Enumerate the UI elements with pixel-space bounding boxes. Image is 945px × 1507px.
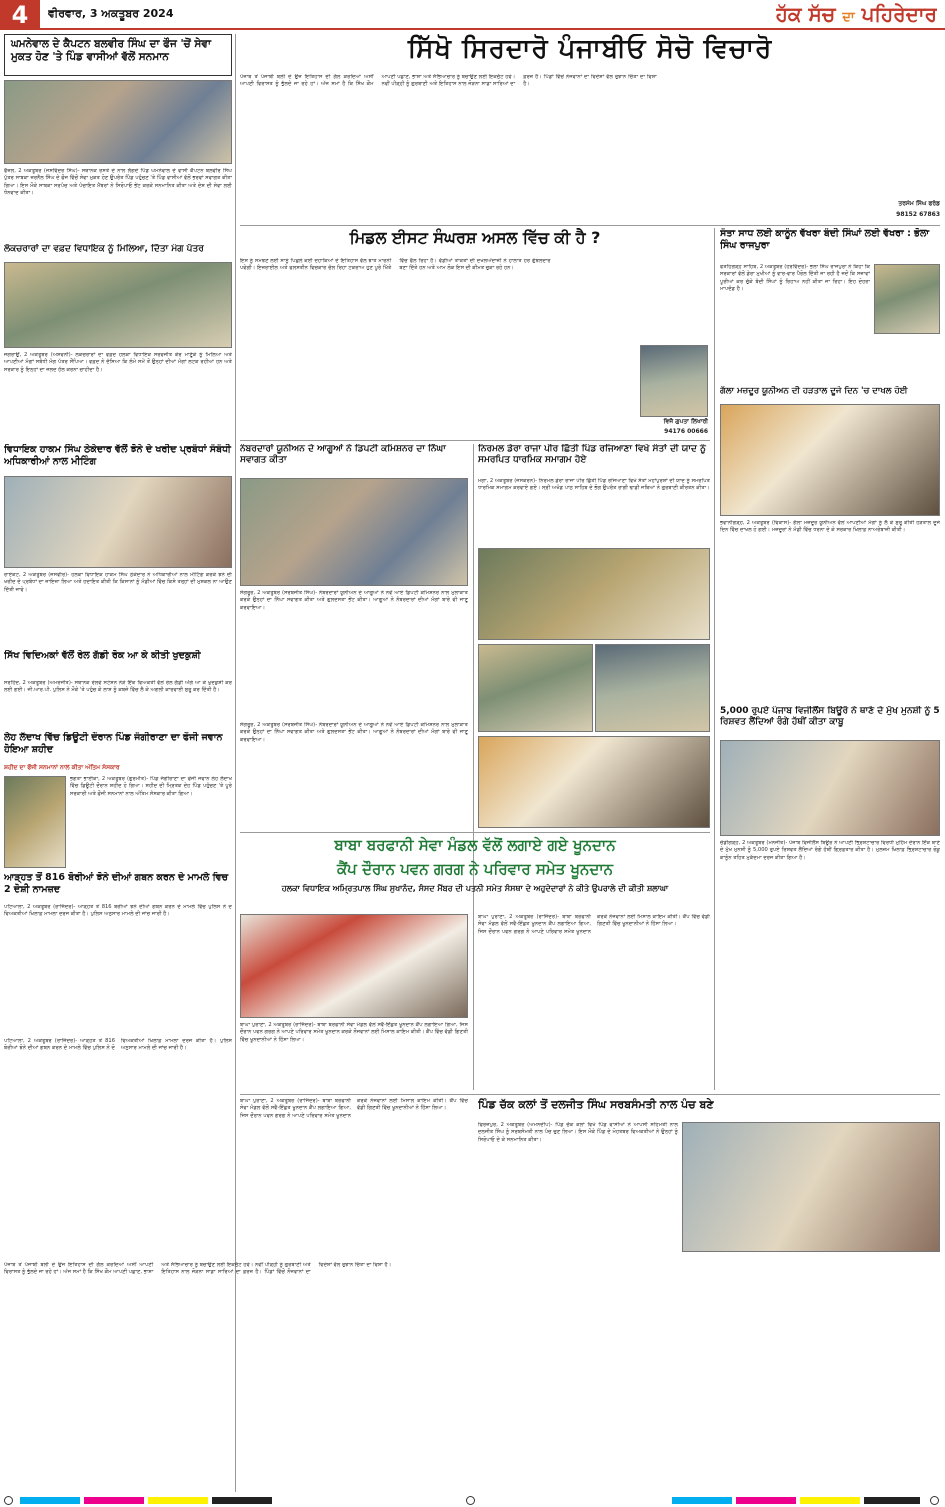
- headline-blood-camp-1: ਬਾਬਾ ਬਰਫਾਨੀ ਸੇਵਾ ਮੰਡਲ ਵੱਲੋਂ ਲਗਾਏ ਗਏ ਖੂਨਦਾਨ: [334, 836, 616, 854]
- photo-blood-camp: [240, 914, 468, 1018]
- section-divider: [240, 225, 940, 226]
- headline-bribe: 5,000 ਰੁਪਏ ਪੰਜਾਬ ਵਿਜੀਲੈਂਸ ਬਿਊਰੋ ਨੇ ਥਾਣੇ ਦੇ ਮੁੱਖ ਮੁਨਸ਼ੀ ਨੂੰ 5 ਰਿਸ਼ਵਤ ਲੈਂਦਿਆਂ ਰੰਗੇ ਹੱਥੀਂ ਕੀਤਾ ਕਾਬੂ: [720, 706, 940, 728]
- body-middle-east: ਇਸ ਨੂੰ ਸਮਝਣ ਲਈ ਸਾਨੂੰ ਪਿਛਲੇ ਕਈ ਦਹਾਕਿਆਂ ਦੇ ਇਤਿਹਾਸ ਵੱਲ ਝਾਤ ਮਾਰਨੀ ਪਵੇਗੀ। ਇਜ਼ਰਾਈਲ ਅਤੇ ਫਲਸਤੀਨ ਵਿਚਕਾਰ ਚੱਲ ਰਿਹਾ ਟਕਰਾਅ ਹੁਣ ਪੂਰੇ ਖਿੱਤੇ ਵਿੱਚ ਫੈਲ ਰਿਹਾ ਹੈ। ਵੱਡੀਆਂ ਤਾਕਤਾਂ ਦੀ ਦਖਲਅੰਦਾਜ਼ੀ ਨੇ ਹਾਲਾਤ ਹੋਰ ਗੁੰਝਲਦਾਰ ਬਣਾ ਦਿੱਤੇ ਹਨ ਅਤੇ ਆਮ ਲੋਕ ਇਸ ਦੀ ਕੀਮਤ ਚੁਕਾ ਰਹੇ ਹਨ।: [240, 258, 551, 272]
- body-arhat-cont: ਪਟਿਆਲਾ, 2 ਅਕਤੂਬਰ (ਰਾਜਿੰਦਰ)- ਆੜ੍ਹਤ ਤੋਂ 816 ਬੋਰੀਆਂ ਝੋਨੇ ਦੀਆਂ ਗਬਨ ਕਰਨ ਦੇ ਮਾਮਲੇ ਵਿੱਚ ਪੁਲਿਸ ਨੇ ਦੋ ਵਿਅਕਤੀਆਂ ਖ਼ਿਲਾਫ਼ ਮਾਮਲਾ ਦਰਜ ਕੀਤਾ ਹੈ। ਪੁਲਿਸ ਅਨੁਸਾਰ ਮਾਮਲੇ ਦੀ ਜਾਂਚ ਜਾਰੀ ਹੈ।: [4, 1038, 232, 1052]
- body-sikh-rail: ਸਰਹਿੰਦ, 2 ਅਕਤੂਬਰ (ਅਮਰਜੀਤ)- ਸਥਾਨਕ ਰੇਲਵੇ ਸਟੇਸ਼ਨ ਨੇੜੇ ਇੱਕ ਵਿਅਕਤੀ ਵੱਲੋਂ ਰੇਲ ਗੱਡੀ ਅੱਗੇ ਆ ਕੇ ਖੁਦਕੁਸ਼ੀ ਕਰ ਲਈ ਗਈ। ਜੀ.ਆਰ.ਪੀ. ਪੁਲਿਸ ਨੇ ਮੌਕੇ 'ਤੇ ਪਹੁੰਚ ਕੇ ਲਾਸ਼ ਨੂੰ ਕਬਜ਼ੇ ਵਿੱਚ ਲੈ ਕੇ ਅਗਲੀ ਕਾਰਵਾਈ ਸ਼ੁਰੂ ਕਰ ਦਿੱਤੀ ਹੈ।: [4, 680, 232, 694]
- headline-mla-meet: ਲੋਕਚਰਾਰਾਂ ਦਾ ਵਫ਼ਦ ਵਿਧਾਇਕ ਨੂੰ ਮਿਲਿਆ, ਦਿੱਤਾ ਮੰਗ ਪੱਤਰ: [4, 244, 204, 254]
- headline-arhat: ਆੜ੍ਹਤ ਤੋਂ 816 ਬੋਰੀਆਂ ਝੋਨੇ ਦੀਆਂ ਗਬਨ ਕਰਨ ਦੇ ਮਾਮਲੇ ਵਿਚ 2 ਦੋਸ਼ੀ ਨਾਮਜ਼ਦ: [4, 872, 229, 895]
- headline-blood-camp-2: ਕੈਂਪ ਦੌਰਾਨ ਪਵਨ ਗਰਗ ਨੇ ਪਰਿਵਾਰ ਸਮੇਤ ਖੂਨਦਾਨ: [336, 860, 614, 878]
- body-bribe: ਚੰਡੀਗੜ੍ਹ, 2 ਅਕਤੂਬਰ (ਮਨਜੀਤ)- ਪੰਜਾਬ ਵਿਜੀਲੈਂਸ ਬਿਊਰੋ ਨੇ ਆਪਣੀ ਭ੍ਰਿਸ਼ਟਾਚਾਰ ਵਿਰੋਧੀ ਮੁਹਿੰਮ ਦੌਰਾਨ ਇੱਕ ਥਾਣੇ ਦੇ ਮੁੱਖ ਮੁਨਸ਼ੀ ਨੂੰ 5,000 ਰੁਪਏ ਰਿਸ਼ਵਤ ਲੈਂਦਿਆਂ ਰੰਗੇ ਹੱਥੀਂ ਗ੍ਰਿਫ਼ਤਾਰ ਕੀਤਾ ਹੈ। ਮੁਲਜ਼ਮ ਖ਼ਿਲਾਫ਼ ਭ੍ਰਿਸ਼ਟਾਚਾਰ ਰੋਕੂ ਕਾਨੂੰਨ ਤਹਿਤ ਮੁਕੱਦਮਾ ਦਰਜ ਕੀਤਾ ਗਿਆ ਹੈ।: [720, 840, 940, 861]
- body-sant-sadh: ਫਤਹਿਗੜ੍ਹ ਸਾਹਿਬ, 2 ਅਕਤੂਬਰ (ਹਰਵਿੰਦਰ)- ਭੋਲਾ ਸਿੰਘ ਰਾਜਪੁਰਾ ਨੇ ਕਿਹਾ ਕਿ ਸਰਕਾਰਾਂ ਵੱਲੋਂ ਡੇਰਾ ਮੁਖੀਆਂ ਨੂੰ ਵਾਰ-ਵਾਰ ਪੈਰੋਲ ਦਿੱਤੀ ਜਾ ਰਹੀ ਹੈ ਜਦੋਂ ਕਿ ਸਜ਼ਾਵਾਂ ਪੂਰੀਆਂ ਕਰ ਚੁੱਕੇ ਬੰਦੀ ਸਿੰਘਾਂ ਨੂੰ ਰਿਹਾਅ ਨਹੀਂ ਕੀਤਾ ਜਾ ਰਿਹਾ। ਇਹ ਦੋਹਰਾ ਮਾਪਦੰਡ ਹੈ।: [720, 264, 870, 293]
- photo-chak-kalan: [682, 1122, 940, 1252]
- headline-sikh-rail: ਸਿੱਖ ਵਿਦਿਅਕਾਂ ਵੱਲੋਂ ਰੇਲ ਗੱਡੀ ਰੋਕ ਆ ਕੇ ਕੀਤੀ ਖੁਦਕੁਸ਼ੀ: [4, 650, 201, 661]
- photo-bribe: [720, 740, 940, 836]
- issue-date: ਵੀਰਵਾਰ, 3 ਅਕਤੂਬਰ 2024: [48, 7, 174, 20]
- photo-soldier: [4, 776, 66, 868]
- headline-sant-sadh: ਸੰਤਾ ਸਾਧ ਲਈ ਕਾਨੂੰਨ ਵੱਖਰਾ ਬੰਦੀ ਸਿੰਘਾਂ ਲਈ ਵੱਖਰਾ : ਭੋਲਾ ਸਿੰਘ ਰਾਜਪੁਰਾ: [720, 228, 930, 251]
- headline-chak-kalan: ਪਿੰਡ ਚੱਕ ਕਲਾਂ ਤੋਂ ਦਲਜੀਤ ਸਿੰਘ ਸਰਬਸੰਮਤੀ ਨਾਲ ਪੰਚ ਬਣੇ: [478, 1098, 714, 1111]
- photo-mla-meet: [4, 262, 232, 348]
- body-captain: ਫੈਜ਼ਲ, 2 ਅਕਤੂਬਰ (ਜਸਵਿੰਦਰ ਸਿੰਘ)- ਸਥਾਨਕ ਰਸਤੇ ਦੇ ਨਾਲ ਲੱਗਦੇ ਪਿੰਡ ਘਮਨੇਵਾਲ ਦੇ ਵਾਸੀ ਕੈਪਟਨ ਬਲਵੀਰ ਸਿੰਘ ਪੁੱਤਰ ਸਾਬਕਾ ਜ਼ਰਨੈਲ ਸਿੰਘ ਦੇ ਫੌਜ ਵਿੱਚੋਂ ਸੇਵਾ ਮੁਕਤ ਹੋਣ ਉਪਰੰਤ ਪਿੰਡ ਪਹੁੰਚਣ 'ਤੇ ਪਿੰਡ ਵਾਸੀਆਂ ਵੱਲੋਂ ਭਰਵਾਂ ਸਵਾਗਤ ਕੀਤਾ ਗਿਆ। ਇਸ ਮੌਕੇ ਸਾਬਕਾ ਸਰਪੰਚ ਅਤੇ ਪੰਚਾਇਤ ਮੈਂਬਰਾਂ ਨੇ ਸਿਰੋਪਾਓ ਭੇਂਟ ਕਰਕੇ ਸਨਮਾਨਿਤ ਕੀਤਾ ਅਤੇ ਦੇਸ਼ ਦੀ ਸੇਵਾ ਲਈ ਧੰਨਵਾਦ ਕੀਤਾ।: [4, 168, 232, 197]
- body-arhat: ਪਟਿਆਲਾ, 2 ਅਕਤੂਬਰ (ਰਾਜਿੰਦਰ)- ਆੜ੍ਹਤ ਤੋਂ 816 ਬੋਰੀਆਂ ਝੋਨੇ ਦੀਆਂ ਗਬਨ ਕਰਨ ਦੇ ਮਾਮਲੇ ਵਿੱਚ ਪੁਲਿਸ ਨੇ ਦੋ ਵਿਅਕਤੀਆਂ ਖ਼ਿਲਾਫ਼ ਮਾਮਲਾ ਦਰਜ ਕੀਤਾ ਹੈ। ਪੁਲਿਸ ਅਨੁਸਾਰ ਮਾਮਲੇ ਦੀ ਜਾਂਚ ਜਾਰੀ ਹੈ।: [4, 904, 232, 918]
- print-registration-strip: [0, 1494, 945, 1507]
- photo-hakam: [4, 476, 232, 568]
- column-divider-right: [714, 228, 715, 1090]
- subhead-blood-camp: ਹਲਕਾ ਵਿਧਾਇਕ ਅਮ੍ਰਿਤਪਾਲ ਸਿੰਘ ਸੁਖਾਨੰਦ, ਸੰਸਦ ਮੈਂਬਰ ਦੀ ਪਤਨੀ ਸਮੇਤ ਸੰਸਥਾ ਦੇ ਅਹੁਦੇਦਾਰਾਂ ਨੇ ਕੀਤੇ ਉਪਰਾਲੇ ਦੀ ਕੀਤੀ ਸ਼ਲਾਘਾ: [281, 884, 669, 893]
- editorial-author: ਤਰਸੇਮ ਸਿੰਘ ਫਰੰਡ: [898, 200, 940, 207]
- photo-numberdar: [240, 478, 468, 586]
- headline-middle-east: ਮਿਡਲ ਈਸਟ ਸੰਘਰਸ਼ ਅਸਲ ਵਿੱਚ ਕੀ ਹੈ ?: [349, 228, 601, 247]
- cyan-bar: [20, 1497, 80, 1504]
- registration-mark: [930, 1496, 939, 1505]
- photo-author: [640, 345, 708, 417]
- section-divider: [240, 832, 710, 833]
- body-blood-camp: ਬਾਘਾ ਪੁਰਾਣਾ, 2 ਅਕਤੂਬਰ (ਰਾਜਿੰਦਰ)- ਬਾਬਾ ਬਰਫਾਨੀ ਸੇਵਾ ਮੰਡਲ ਵੱਲੋਂ ਸਵੈ-ਇੱਛਤ ਖੂਨਦਾਨ ਕੈਂਪ ਲਗਾਇਆ ਗਿਆ, ਜਿਸ ਦੌਰਾਨ ਪਵਨ ਗਰਗ ਨੇ ਆਪਣੇ ਪਰਿਵਾਰ ਸਮੇਤ ਖੂਨਦਾਨ ਕਰਕੇ ਨੌਜਵਾਨਾਂ ਲਈ ਮਿਸਾਲ ਕਾਇਮ ਕੀਤੀ। ਕੈਂਪ ਵਿੱਚ ਵੱਡੀ ਗਿਣਤੀ ਵਿੱਚ ਖੂਨਦਾਨੀਆਂ ਨੇ ਹਿੱਸਾ ਲਿਆ।: [240, 1022, 468, 1043]
- photo-dera-saints: [478, 548, 710, 640]
- page-number: 4: [0, 0, 40, 30]
- middle-east-author: ਵਿਜੈ ਗੁਪਤਾ ਲਿਖਾਰੀ: [663, 418, 708, 425]
- magenta-bar: [84, 1497, 144, 1504]
- photo-captain: [4, 80, 232, 164]
- photo-dera-langar: [478, 736, 710, 828]
- body-editorial: ਪੰਜਾਬ ਤੋਂ ਪੰਜਾਬੀ ਬੋਲੀ ਦੇ ਉਜ ਇਤਿਹਾਸ ਦੀ ਗੱਲ ਕਰਦਿਆਂ ਅਸੀਂ ਆਪਣੀ ਵਿਰਾਸਤ ਨੂੰ ਭੁੱਲਦੇ ਜਾ ਰਹੇ ਹਾਂ। ਅੱਜ ਸਮਾਂ ਹੈ ਕਿ ਸਿੱਖ ਕੌਮ ਆਪਣੀ ਪਛਾਣ, ਭਾਸ਼ਾ ਅਤੇ ਸੱਭਿਆਚਾਰ ਨੂੰ ਬਚਾਉਣ ਲਈ ਇਕਜੁੱਟ ਹੋਵੇ। ਨਵੀਂ ਪੀੜ੍ਹੀ ਨੂੰ ਗੁਰਬਾਣੀ ਅਤੇ ਇਤਿਹਾਸ ਨਾਲ ਜੋੜਨਾ ਸਾਡਾ ਸਾਰਿਆਂ ਦਾ ਫ਼ਰਜ਼ ਹੈ। ਪਿੰਡਾਂ ਵਿੱਚੋਂ ਨੌਜਵਾਨਾਂ ਦਾ ਵਿਦੇਸ਼ਾਂ ਵੱਲ ਰੁਝਾਨ ਚਿੰਤਾ ਦਾ ਵਿਸ਼ਾ ਹੈ।: [240, 74, 657, 88]
- body-mla-meet: ਜਗਰਾਉਂ, 2 ਅਕਤੂਬਰ (ਅਸ਼ਵਨੀ)- ਲੋਕਚਰਾਰਾਂ ਦਾ ਵਫ਼ਦ ਹਲਕਾ ਵਿਧਾਇਕ ਸਰਵਜੀਤ ਕੌਰ ਮਾਣੂੰਕੇ ਨੂੰ ਮਿਲਿਆ ਅਤੇ ਆਪਣੀਆਂ ਮੰਗਾਂ ਸਬੰਧੀ ਮੰਗ ਪੱਤਰ ਸੌਂਪਿਆ। ਵਫ਼ਦ ਨੇ ਦੱਸਿਆ ਕਿ ਲੰਮੇ ਸਮੇਂ ਤੋਂ ਉਨ੍ਹਾਂ ਦੀਆਂ ਮੰਗਾਂ ਲਟਕ ਰਹੀਆਂ ਹਨ ਅਤੇ ਸਰਕਾਰ ਨੂੰ ਇਨ੍ਹਾਂ ਦਾ ਜਲਦ ਹੱਲ ਕਰਨਾ ਚਾਹੀਦਾ ਹੈ।: [4, 352, 232, 373]
- yellow-bar: [148, 1497, 208, 1504]
- column-divider: [473, 444, 474, 1090]
- editorial-phone: 98152 67863: [896, 211, 940, 218]
- headline-nirmal-dera: ਨਿਰਮਲ ਡੇਰਾ ਰਾਜਾ ਪੀਰ ਛਿੱਤੀ ਪਿੰਡ ਰਜਿਆਣਾ ਵਿਖੇ ਸੰਤਾਂ ਦੀ ਯਾਦ ਨੂੰ ਸਮਰਪਿਤ ਧਾਰਮਿਕ ਸਮਾਗਮ ਹੋਏ: [478, 444, 706, 466]
- body-bottom-columns: ਪੰਜਾਬ ਤੋਂ ਪੰਜਾਬੀ ਬੋਲੀ ਦੇ ਉਜ ਇਤਿਹਾਸ ਦੀ ਗੱਲ ਕਰਦਿਆਂ ਅਸੀਂ ਆਪਣੀ ਵਿਰਾਸਤ ਨੂੰ ਭੁੱਲਦੇ ਜਾ ਰਹੇ ਹਾਂ। ਅੱਜ ਸਮਾਂ ਹੈ ਕਿ ਸਿੱਖ ਕੌਮ ਆਪਣੀ ਪਛਾਣ, ਭਾਸ਼ਾ ਅਤੇ ਸੱਭਿਆਚਾਰ ਨੂੰ ਬਚਾਉਣ ਲਈ ਇਕਜੁੱਟ ਹੋਵੇ। ਨਵੀਂ ਪੀੜ੍ਹੀ ਨੂੰ ਗੁਰਬਾਣੀ ਅਤੇ ਇਤਿਹਾਸ ਨਾਲ ਜੋੜਨਾ ਸਾਡਾ ਸਾਰਿਆਂ ਦਾ ਫ਼ਰਜ਼ ਹੈ। ਪਿੰਡਾਂ ਵਿੱਚੋਂ ਨੌਜਵਾਨਾਂ ਦਾ ਵਿਦੇਸ਼ਾਂ ਵੱਲ ਰੁਝਾਨ ਚਿੰਤਾ ਦਾ ਵਿਸ਼ਾ ਹੈ।: [4, 1262, 392, 1276]
- headline-numberdar: ਨੰਬਰਦਾਰਾਂ ਯੂਨੀਅਨ ਦੇ ਆਗੂਆਂ ਨੇ ਡਿਪਟੀ ਕਮਿਸ਼ਨਰ ਦਾ ਨਿੱਘਾ ਸਵਾਗਤ ਕੀਤਾ: [240, 444, 446, 466]
- body-hakam: ਰਾਏਕੋਟ, 2 ਅਕਤੂਬਰ (ਜਸਵੀਰ)- ਹਲਕਾ ਵਿਧਾਇਕ ਹਾਕਮ ਸਿੰਘ ਠੇਕੇਦਾਰ ਨੇ ਅਧਿਕਾਰੀਆਂ ਨਾਲ ਮੀਟਿੰਗ ਕਰਕੇ ਝੋਨੇ ਦੀ ਖਰੀਦ ਦੇ ਪ੍ਰਬੰਧਾਂ ਦਾ ਜਾਇਜ਼ਾ ਲਿਆ ਅਤੇ ਹਦਾਇਤ ਕੀਤੀ ਕਿ ਕਿਸਾਨਾਂ ਨੂੰ ਮੰਡੀਆਂ ਵਿੱਚ ਕਿਸੇ ਤਰ੍ਹਾਂ ਦੀ ਮੁਸ਼ਕਲ ਨਾ ਆਉਣ ਦਿੱਤੀ ਜਾਵੇ।: [4, 572, 232, 593]
- registration-mark: [466, 1496, 475, 1505]
- yellow-bar: [800, 1497, 860, 1504]
- cyan-bar: [672, 1497, 732, 1504]
- section-divider: [240, 440, 710, 441]
- headline-hakam: ਵਿਧਾਇਕ ਹਾਕਮ ਸਿੰਘ ਠੇਕੇਦਾਰ ਵੱਲੋਂ ਝੋਨੇ ਦੇ ਖਰੀਦ ਪ੍ਰਬੰਧਾਂ ਸੰਬੰਧੀ ਅਧਿਕਾਰੀਆਂ ਨਾਲ ਮੀਟਿੰਗ: [4, 444, 231, 467]
- registration-mark: [4, 1496, 13, 1505]
- body-nirmal-dera: ਮੋਗਾ, 2 ਅਕਤੂਬਰ (ਜਸਕਰਨ)- ਨਿਰਮਲ ਡੇਰਾ ਰਾਜਾ ਪੀਰ ਛਿੱਤੀ ਪਿੰਡ ਰਜਿਆਣਾ ਵਿਖੇ ਸੰਤਾਂ ਮਹਾਂਪੁਰਸ਼ਾਂ ਦੀ ਯਾਦ ਨੂੰ ਸਮਰਪਿਤ ਧਾਰਮਿਕ ਸਮਾਗਮ ਕਰਵਾਏ ਗਏ। ਸ੍ਰੀ ਅਖੰਡ ਪਾਠ ਸਾਹਿਬ ਦੇ ਭੋਗ ਉਪਰੰਤ ਰਾਗੀ ਢਾਡੀ ਜਥਿਆਂ ਨੇ ਗੁਰਬਾਣੀ ਕੀਰਤਨ ਕੀਤਾ।: [478, 478, 710, 492]
- body-blood-camp-lower: ਬਾਘਾ ਪੁਰਾਣਾ, 2 ਅਕਤੂਬਰ (ਰਾਜਿੰਦਰ)- ਬਾਬਾ ਬਰਫਾਨੀ ਸੇਵਾ ਮੰਡਲ ਵੱਲੋਂ ਸਵੈ-ਇੱਛਤ ਖੂਨਦਾਨ ਕੈਂਪ ਲਗਾਇਆ ਗਿਆ, ਜਿਸ ਦੌਰਾਨ ਪਵਨ ਗਰਗ ਨੇ ਆਪਣੇ ਪਰਿਵਾਰ ਸਮੇਤ ਖੂਨਦਾਨ ਕਰਕੇ ਨੌਜਵਾਨਾਂ ਲਈ ਮਿਸਾਲ ਕਾਇਮ ਕੀਤੀ। ਕੈਂਪ ਵਿੱਚ ਵੱਡੀ ਗਿਣਤੀ ਵਿੱਚ ਖੂਨਦਾਨੀਆਂ ਨੇ ਹਿੱਸਾ ਲਿਆ।: [240, 1098, 468, 1119]
- headline-captain: ਘਮਨੇਵਾਲ ਦੇ ਕੈਪਟਨ ਬਲਵੀਰ ਸਿੰਘ ਦਾ ਫੌਜ 'ਚੋਂ ਸੇਵਾ ਮੁਕਤ ਹੋਣ 'ਤੇ ਪਿੰਡ ਵਾਸੀਆਂ ਵੱਲੋਂ ਸਨਮਾਨ: [4, 34, 232, 76]
- body-ladakh: ਭਗਤਾ ਭਾਈਕਾ, 2 ਅਕਤੂਬਰ (ਗੁਰਮੀਤ)- ਪਿੰਡ ਜੰਗੀਰਾਣਾ ਦਾ ਫੌਜੀ ਜਵਾਨ ਲੇਹ ਲੱਦਾਖ ਵਿੱਚ ਡਿਊਟੀ ਦੌਰਾਨ ਸ਼ਹੀਦ ਹੋ ਗਿਆ। ਸ਼ਹੀਦ ਦੀ ਮ੍ਰਿਤਕ ਦੇਹ ਪਿੰਡ ਪਹੁੰਚਣ 'ਤੇ ਪੂਰੇ ਸਰਕਾਰੀ ਅਤੇ ਫੌਜੀ ਸਨਮਾਨਾਂ ਨਾਲ ਅੰਤਿਮ ਸੰਸਕਾਰ ਕੀਤਾ ਗਿਆ।: [70, 776, 232, 797]
- headline-editorial: ਸਿੱਖੋ ਸਿਰਦਾਰੋ ਪੰਜਾਬੀਓ ਸੋਚੋ ਵਿਚਾਰੋ: [407, 34, 773, 64]
- middle-east-phone: 94176 00666: [664, 428, 708, 435]
- photo-rice-union: [720, 404, 940, 516]
- body-chak-kalan: ਫਿਰੋਜ਼ਪੁਰ, 2 ਅਕਤੂਬਰ (ਅਮਨਦੀਪ)- ਪਿੰਡ ਚੱਕ ਕਲਾਂ ਵਿਖੇ ਪਿੰਡ ਵਾਸੀਆਂ ਨੇ ਆਪਸੀ ਸਹਿਮਤੀ ਨਾਲ ਦਲਜੀਤ ਸਿੰਘ ਨੂੰ ਸਰਬਸੰਮਤੀ ਨਾਲ ਪੰਚ ਚੁਣ ਲਿਆ। ਇਸ ਮੌਕੇ ਪਿੰਡ ਦੇ ਮੋਹਤਬਰ ਵਿਅਕਤੀਆਂ ਨੇ ਉਨ੍ਹਾਂ ਨੂੰ ਸਿਰੋਪਾਓ ਦੇ ਕੇ ਸਨਮਾਨਿਤ ਕੀਤਾ।: [478, 1122, 678, 1143]
- body-blood-camp-cont: ਬਾਘਾ ਪੁਰਾਣਾ, 2 ਅਕਤੂਬਰ (ਰਾਜਿੰਦਰ)- ਬਾਬਾ ਬਰਫਾਨੀ ਸੇਵਾ ਮੰਡਲ ਵੱਲੋਂ ਸਵੈ-ਇੱਛਤ ਖੂਨਦਾਨ ਕੈਂਪ ਲਗਾਇਆ ਗਿਆ, ਜਿਸ ਦੌਰਾਨ ਪਵਨ ਗਰਗ ਨੇ ਆਪਣੇ ਪਰਿਵਾਰ ਸਮੇਤ ਖੂਨਦਾਨ ਕਰਕੇ ਨੌਜਵਾਨਾਂ ਲਈ ਮਿਸਾਲ ਕਾਇਮ ਕੀਤੀ। ਕੈਂਪ ਵਿੱਚ ਵੱਡੀ ਗਿਣਤੀ ਵਿੱਚ ਖੂਨਦਾਨੀਆਂ ਨੇ ਹਿੱਸਾ ਲਿਆ।: [478, 914, 710, 935]
- subhead-ladakh: ਸ਼ਹੀਦ ਦਾ ਫੌਜੀ ਸਨਮਾਨਾਂ ਨਾਲ ਕੀਤਾ ਅੰਤਿਮ ਸੰਸਕਾਰ: [4, 764, 120, 771]
- body-rice-union: ਭਵਾਨੀਗੜ੍ਹ, 2 ਅਕਤੂਬਰ (ਵਿਕਾਸ)- ਗੱਲਾ ਮਜ਼ਦੂਰ ਯੂਨੀਅਨ ਵੱਲੋਂ ਆਪਣੀਆਂ ਮੰਗਾਂ ਨੂੰ ਲੈ ਕੇ ਸ਼ੁਰੂ ਕੀਤੀ ਹੜਤਾਲ ਦੂਜੇ ਦਿਨ ਵਿੱਚ ਦਾਖਲ ਹੋ ਗਈ। ਮਜ਼ਦੂਰਾਂ ਨੇ ਮੰਡੀ ਵਿੱਚ ਧਰਨਾ ਦੇ ਕੇ ਸਰਕਾਰ ਖ਼ਿਲਾਫ਼ ਨਾਅਰੇਬਾਜ਼ੀ ਕੀਤੀ।: [720, 520, 940, 534]
- headline-rice-union: ਗੱਲਾ ਮਜ਼ਦੂਰ ਯੂਨੀਅਨ ਦੀ ਹੜਤਾਲ ਦੂਜੇ ਦਿਨ 'ਚ ਦਾਖਲ ਹੋਈ: [720, 386, 908, 396]
- photo-bhola-singh: [874, 264, 940, 334]
- section-divider: [240, 1094, 940, 1095]
- black-bar: [212, 1497, 272, 1504]
- photo-dera-sangat-1: [478, 644, 593, 732]
- black-bar: [864, 1497, 920, 1504]
- magenta-bar: [736, 1497, 796, 1504]
- photo-dera-sangat-2: [595, 644, 710, 732]
- headline-ladakh: ਲੇਹ ਲੱਦਾਖ ਵਿੱਚ ਡਿਊਟੀ ਦੌਰਾਨ ਪਿੰਡ ਜੰਗੀਰਾਣਾ ਦਾ ਫੌਜੀ ਜਵਾਨ ਹੋਇਆ ਸ਼ਹੀਦ: [4, 732, 223, 755]
- body-numberdar: ਸੰਗਰੂਰ, 2 ਅਕਤੂਬਰ (ਸਰਬਜੀਤ ਸਿੰਘ)- ਨੰਬਰਦਾਰਾਂ ਯੂਨੀਅਨ ਦੇ ਆਗੂਆਂ ਨੇ ਨਵੇਂ ਆਏ ਡਿਪਟੀ ਕਮਿਸ਼ਨਰ ਨਾਲ ਮੁਲਾਕਾਤ ਕਰਕੇ ਉਨ੍ਹਾਂ ਦਾ ਨਿੱਘਾ ਸਵਾਗਤ ਕੀਤਾ ਅਤੇ ਗੁਲਦਸਤਾ ਭੇਂਟ ਕੀਤਾ। ਆਗੂਆਂ ਨੇ ਨੰਬਰਦਾਰਾਂ ਦੀਆਂ ਮੰਗਾਂ ਬਾਰੇ ਵੀ ਜਾਣੂ ਕਰਵਾਇਆ।: [240, 590, 468, 611]
- body-numberdar-cont: ਸੰਗਰੂਰ, 2 ਅਕਤੂਬਰ (ਸਰਬਜੀਤ ਸਿੰਘ)- ਨੰਬਰਦਾਰਾਂ ਯੂਨੀਅਨ ਦੇ ਆਗੂਆਂ ਨੇ ਨਵੇਂ ਆਏ ਡਿਪਟੀ ਕਮਿਸ਼ਨਰ ਨਾਲ ਮੁਲਾਕਾਤ ਕਰਕੇ ਉਨ੍ਹਾਂ ਦਾ ਨਿੱਘਾ ਸਵਾਗਤ ਕੀਤਾ ਅਤੇ ਗੁਲਦਸਤਾ ਭੇਂਟ ਕੀਤਾ। ਆਗੂਆਂ ਨੇ ਨੰਬਰਦਾਰਾਂ ਦੀਆਂ ਮੰਗਾਂ ਬਾਰੇ ਵੀ ਜਾਣੂ ਕਰਵਾਇਆ।: [240, 722, 468, 743]
- masthead-logo: ਹੱਕ ਸੱਚ ਦਾ ਪਹਿਰੇਦਾਰ: [775, 2, 937, 26]
